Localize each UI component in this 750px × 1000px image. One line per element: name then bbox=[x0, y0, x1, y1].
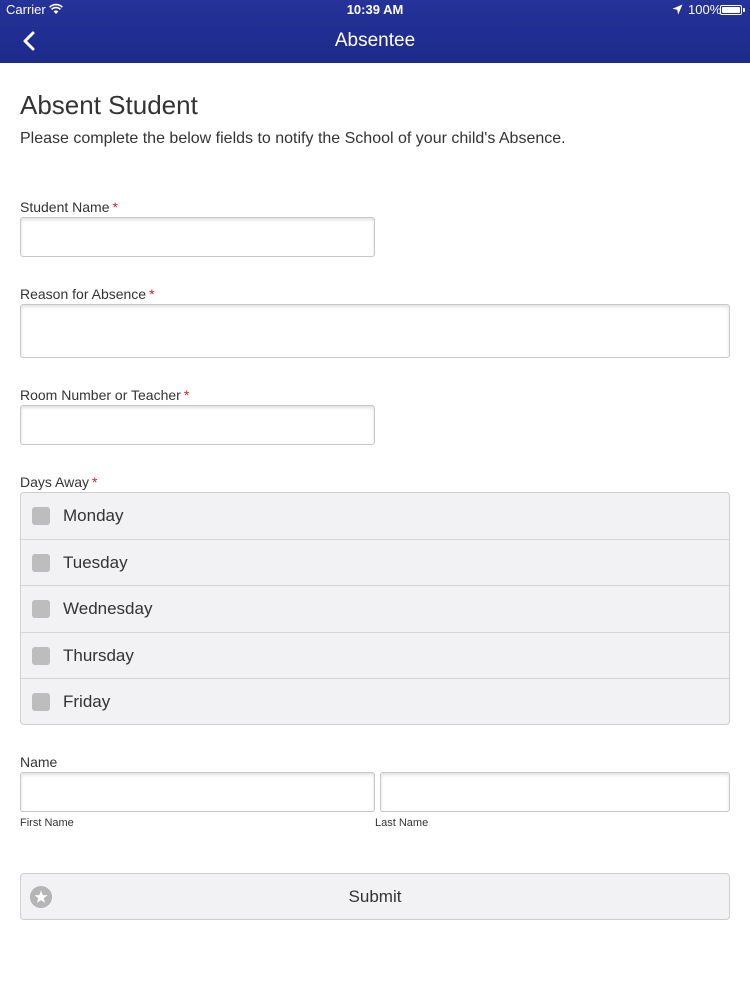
reason-label-text: Reason for Absence bbox=[20, 286, 147, 302]
reason-label bbox=[20, 285, 155, 303]
day-label: Thursday bbox=[63, 645, 134, 665]
last-name-sublabel: Last Name bbox=[375, 817, 429, 829]
status-time: 10:39 AM bbox=[346, 2, 404, 17]
required-marker: * bbox=[149, 286, 155, 302]
room-label bbox=[20, 386, 189, 404]
battery-percent: 100% bbox=[688, 2, 722, 17]
app-header bbox=[0, 0, 750, 63]
required-marker: * bbox=[183, 387, 190, 403]
student-name-input[interactable] bbox=[20, 217, 375, 257]
days-away-label-text: Days Away bbox=[20, 474, 89, 490]
day-option-monday[interactable] bbox=[21, 493, 729, 540]
required-marker: * bbox=[112, 199, 118, 215]
page-intro: Please complete the below fields to notify the School of your child's Absence. bbox=[20, 130, 566, 147]
day-label: Monday bbox=[63, 506, 124, 525]
battery-tip bbox=[743, 8, 745, 12]
last-name-input[interactable] bbox=[380, 772, 730, 812]
days-away-label bbox=[20, 473, 97, 491]
checkbox[interactable] bbox=[32, 554, 50, 572]
student-name-label bbox=[20, 198, 118, 216]
location-arrow-icon bbox=[672, 4, 683, 15]
day-option-thursday[interactable] bbox=[21, 633, 729, 680]
page-title: Absent Student bbox=[20, 90, 198, 120]
carrier-label: Carrier bbox=[6, 2, 46, 17]
submit-button[interactable] bbox=[20, 873, 730, 920]
student-name-label-text: Student Name bbox=[20, 199, 110, 215]
required-marker: * bbox=[92, 474, 98, 490]
reason-textarea[interactable] bbox=[20, 304, 730, 358]
day-label: Friday bbox=[63, 692, 111, 712]
status-bar bbox=[0, 0, 750, 20]
day-option-friday[interactable] bbox=[21, 679, 729, 725]
submit-label: Submit bbox=[348, 887, 402, 906]
battery-icon bbox=[720, 5, 742, 15]
checkbox[interactable] bbox=[32, 600, 50, 618]
name-label: Name bbox=[20, 754, 58, 770]
room-label-text: Room Number or Teacher bbox=[20, 387, 181, 403]
first-name-sublabel: First Name bbox=[20, 817, 74, 829]
day-option-tuesday[interactable] bbox=[21, 540, 729, 587]
day-label: Wednesday bbox=[63, 599, 153, 619]
nav-title: Absentee bbox=[334, 30, 416, 51]
checkbox[interactable] bbox=[32, 647, 50, 665]
room-input[interactable] bbox=[20, 405, 375, 445]
battery-fill bbox=[722, 7, 740, 13]
first-name-input[interactable] bbox=[20, 772, 375, 812]
days-away-group bbox=[20, 492, 730, 725]
day-option-wednesday[interactable] bbox=[21, 586, 729, 633]
day-label: Tuesday bbox=[63, 552, 128, 572]
checkbox[interactable] bbox=[32, 693, 50, 711]
checkbox[interactable] bbox=[32, 507, 50, 525]
